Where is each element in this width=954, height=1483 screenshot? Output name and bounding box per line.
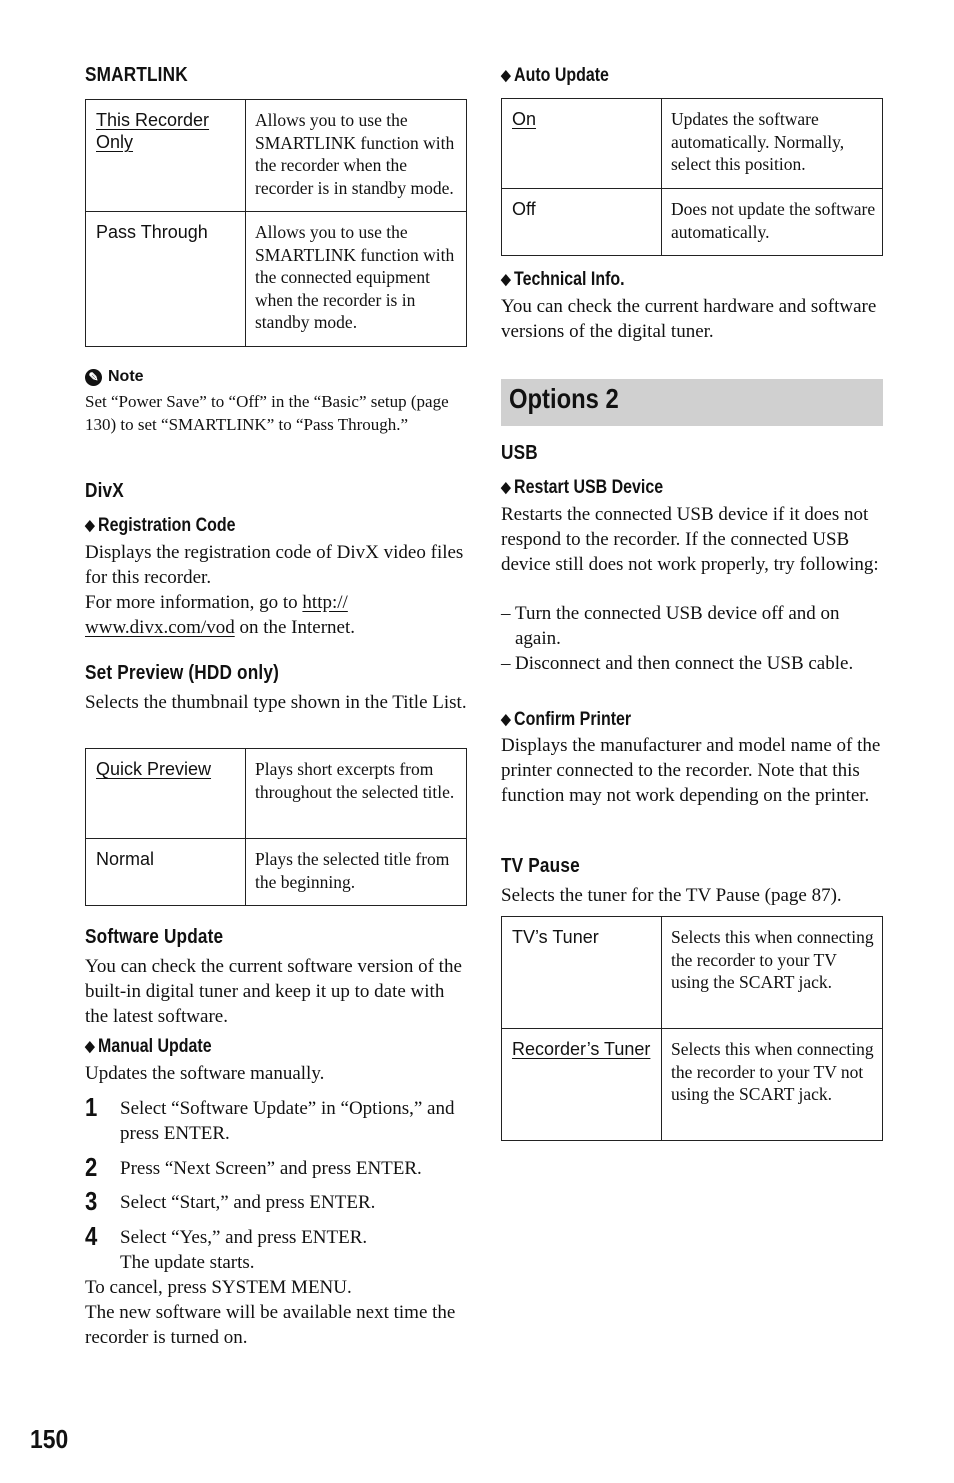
option-value: Selects this when connecting the recorder to your TV not using the SCART jack.: [662, 1029, 883, 1141]
note-header: [85, 368, 144, 386]
page-number: 150: [30, 1424, 69, 1454]
option-value: Allows you to use the SMARTLINK function with the connected equipment when the recorder is in standby mode.: [246, 212, 467, 347]
diamond-icon: ◆: [501, 711, 511, 728]
option-value: Does not update the software automatically.: [662, 189, 883, 256]
restart-usb-text: Restarts the connected USB device if it does not respond to the recorder. If the connected USB device still does not work properly, try following:: [501, 504, 879, 575]
option-value: Updates the software automatically. Normally, select this position.: [662, 99, 883, 189]
manual-update-text: Updates the software manually.: [85, 1063, 325, 1084]
list-item: – Turn the connected USB device off and on again.: [501, 603, 840, 649]
diamond-icon: ◆: [85, 517, 95, 534]
option-key: TV’s Tuner: [502, 917, 662, 1029]
option-key: Pass Through: [86, 212, 246, 347]
option-key: On: [512, 109, 537, 129]
diamond-icon: ◆: [501, 271, 511, 288]
table-row: [86, 100, 467, 212]
option-key: This Recorder Only: [96, 110, 210, 152]
set-preview-table: [85, 748, 467, 906]
step-text: Press “Next Screen” and press ENTER.: [120, 1158, 422, 1179]
table-row: [502, 99, 883, 189]
option-value: Plays short excerpts from throughout the selected title.: [246, 749, 467, 839]
step-1: [85, 1092, 467, 1146]
divx-link-part1[interactable]: http://: [302, 592, 348, 613]
option-value: Selects this when connecting the recorder to your TV using the SCART jack.: [662, 917, 883, 1029]
options-2-title: Options 2: [509, 383, 619, 414]
diamond-icon: ◆: [501, 67, 511, 84]
cancel-text: To cancel, press SYSTEM MENU.: [85, 1277, 352, 1298]
diamond-icon: ◆: [501, 479, 511, 496]
smartlink-table: [85, 99, 467, 347]
auto-update-table: [501, 98, 883, 256]
note-label: Note: [108, 368, 144, 386]
table-row: [86, 749, 467, 839]
step-number: 1: [85, 1092, 98, 1122]
dash-list: [501, 601, 883, 676]
option-key: Normal: [86, 839, 246, 906]
set-preview-heading: Set Preview (HDD only): [85, 662, 279, 684]
step-number: 4: [85, 1221, 98, 1251]
list-item: – Disconnect and then connect the USB cable.: [501, 653, 854, 674]
step-text: Select “Software Update” in “Options,” and press ENTER.: [120, 1098, 455, 1144]
auto-update-heading: ◆ Auto Update: [501, 65, 609, 86]
note-icon: ✎: [85, 369, 102, 386]
restart-usb-heading: ◆ Restart USB Device: [501, 477, 664, 498]
technical-info-heading: ◆ Technical Info.: [501, 269, 625, 290]
software-update-text: You can check the current software version of the built-in digital tuner and keep it up to date with the latest software.: [85, 956, 462, 1027]
technical-info-text: You can check the current hardware and software versions of the digital tuner.: [501, 296, 877, 342]
tv-pause-table: [501, 916, 883, 1141]
step-number: 2: [85, 1152, 98, 1182]
option-key: Quick Preview: [96, 759, 212, 779]
manual-update-heading: ◆ Manual Update: [85, 1036, 212, 1057]
step-subtext: The update starts.: [120, 1252, 255, 1273]
option-key: Recorder’s Tuner: [512, 1039, 651, 1059]
diamond-icon: ◆: [85, 1038, 95, 1055]
usb-heading: USB: [501, 442, 538, 464]
tv-pause-text: Selects the tuner for the TV Pause (page 87).: [501, 885, 842, 906]
divx-heading: DivX: [85, 480, 124, 502]
divx-link-part2[interactable]: www.divx.com/vod: [85, 617, 235, 638]
step-4: [85, 1221, 467, 1275]
software-update-heading: Software Update: [85, 926, 224, 948]
smartlink-heading: SMARTLINK: [85, 64, 188, 86]
note-text: Set “Power Save” to “Off” in the “Basic” setup (page 130) to set “SMARTLINK” to “Pass Through.”: [85, 392, 449, 434]
confirm-printer-heading: ◆ Confirm Printer: [501, 709, 632, 730]
step-text: Select “Start,” and press ENTER.: [120, 1192, 376, 1213]
tv-pause-heading: TV Pause: [501, 855, 580, 877]
option-key: Off: [502, 189, 662, 256]
set-preview-text: Selects the thumbnail type shown in the Title List.: [85, 692, 467, 713]
table-row: [502, 917, 883, 1029]
step-3: [85, 1186, 467, 1215]
table-row: [86, 212, 467, 347]
confirm-printer-text: Displays the manufacturer and model name of the printer connected to the recorder. Note that this function may not work depending on the printer.: [501, 735, 881, 806]
option-value: Allows you to use the SMARTLINK function with the recorder when the recorder is in standby mode.: [246, 100, 467, 212]
registration-code-heading: ◆ Registration Code: [85, 515, 236, 536]
table-row: [86, 839, 467, 906]
registration-code-text: Displays the registration code of DivX video files for this recorder. For more information, go to http:// www.divx.com/vod on the Internet.: [85, 542, 464, 638]
step-2: [85, 1152, 467, 1181]
table-row: [502, 1029, 883, 1141]
step-number: 3: [85, 1186, 98, 1216]
step-text: Select “Yes,” and press ENTER.: [120, 1227, 368, 1248]
final-text: The new software will be available next time the recorder is turned on.: [85, 1302, 456, 1348]
table-row: [502, 189, 883, 256]
options-2-banner: [501, 379, 883, 426]
option-value: Plays the selected title from the beginning.: [246, 839, 467, 906]
